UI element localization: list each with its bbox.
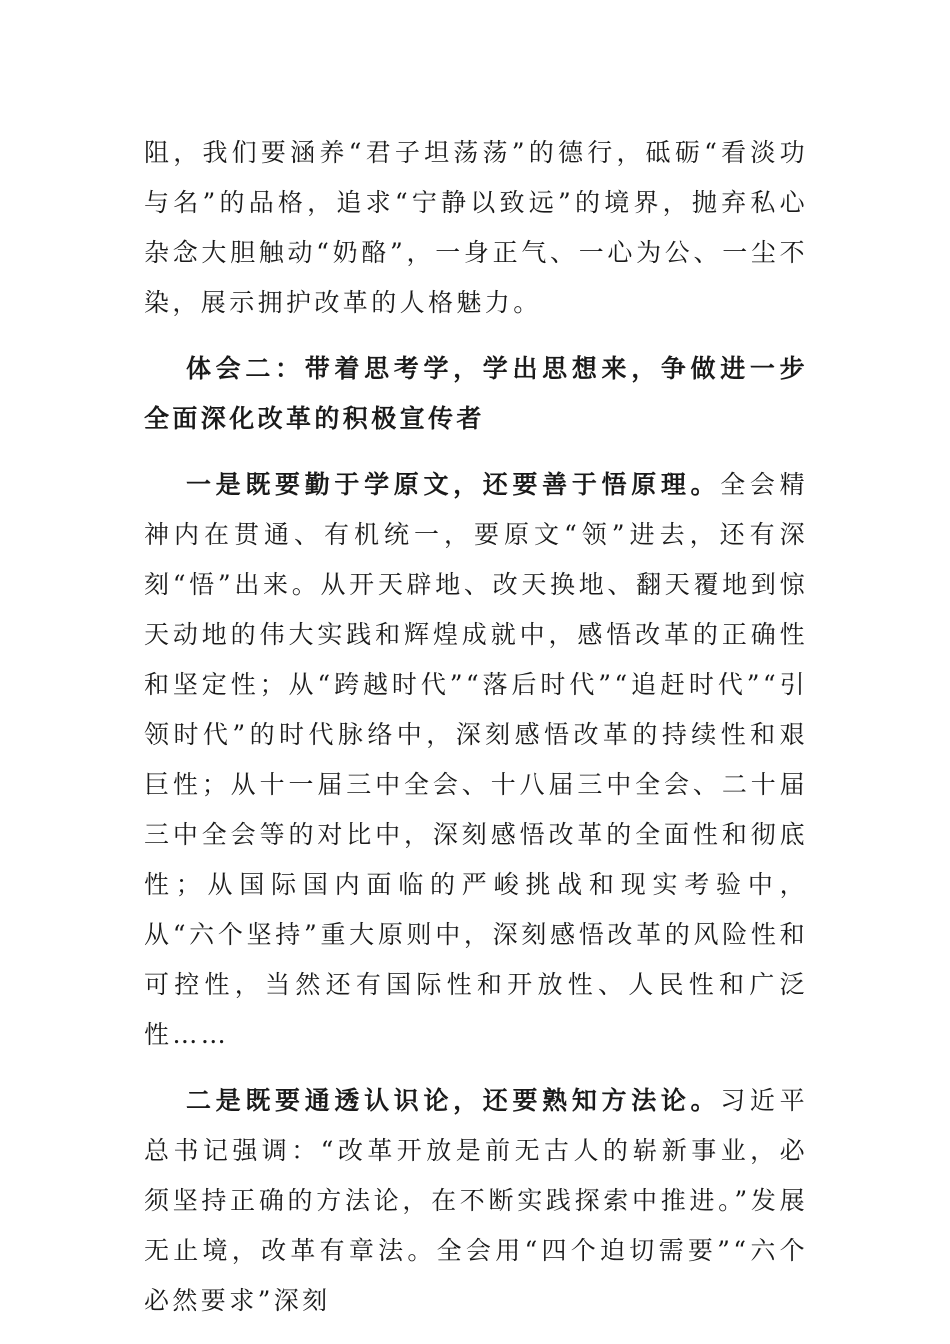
document-body	[144, 128, 808, 1326]
paragraph-continued: 阻，我们要涵养“君子坦荡荡”的德行，砥砺“看淡功与名”的品格，追求“宁静以致远”的境界，抛弃私心杂念大胆触动“奶酪”，一身正气、一心为公、一尘不染，展示拥护改革的人格魅力。	[144, 138, 808, 317]
point-two-lead: 二是既要通透认识论，还要熟知方法论。	[186, 1086, 721, 1115]
point-one-body: 全会精神内在贯通、有机统一，要原文“领”进去，还有深刻“悟”出来。从开天辟地、改天换地、翻天覆地到惊天动地的伟大实践和辉煌成就中，感悟改革的正确性和坚定性；从“跨越时代”“落后时代”“追赶时代”“引领时代”的时代脉络中，深刻感悟改革的持续性和艰巨性；从十一届三中全会、十八届三中全会、二十届三中全会等的对比中，深刻感悟改革的全面性和彻底性；从国际国内面临的严峻挑战和现实考验中，从“六个坚持”重大原则中，深刻感悟改革的风险性和可控性，当然还有国际性和开放性、人民性和广泛性……	[144, 470, 809, 1049]
paragraph-point-two	[144, 1076, 808, 1326]
point-one-lead: 一是既要勤于学原文，还要善于悟原理。	[186, 470, 721, 499]
point-two-body: 习近平总书记强调：“改革开放是前无古人的崭新事业，必须坚持正确的方法论，在不断实践探索中推进。”发展无止境，改革有章法。全会用“四个迫切需要”“六个必然要求”深刻	[144, 1086, 809, 1315]
section-heading: 体会二：带着思考学，学出思想来，争做进一步全面深化改革的积极宣传者	[144, 354, 808, 433]
paragraph-point-one	[144, 460, 808, 1060]
